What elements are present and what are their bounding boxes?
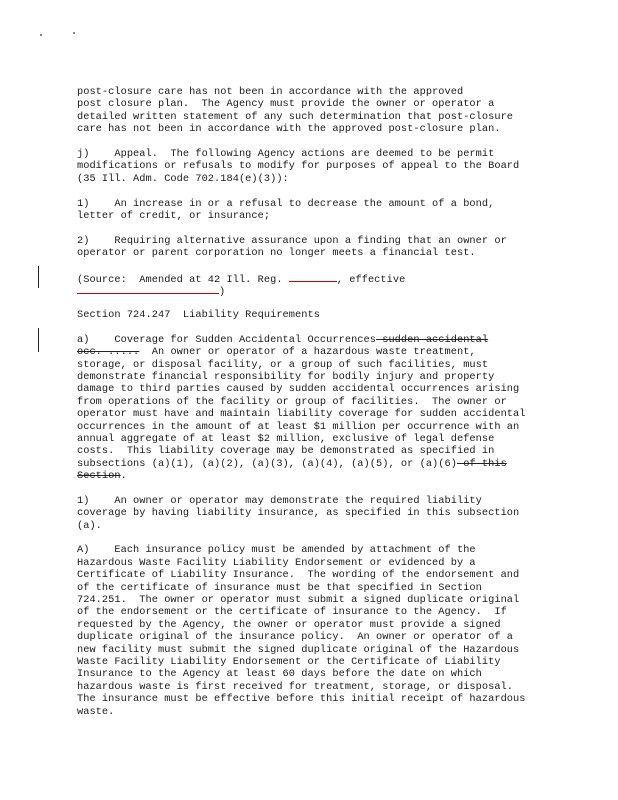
line-text: 2) Requiring alternative assurance upon a finding that an owner or	[77, 234, 507, 247]
line-text: new facility must submit the signed duplicate original of the Hazardous	[77, 643, 520, 656]
line-text: storage, or disposal facility, or a group of such facilities, must	[77, 358, 489, 371]
revision-margin-bar	[38, 328, 39, 352]
text-line	[77, 359, 547, 371]
text-line	[77, 470, 547, 482]
line-text: , effective	[336, 273, 406, 286]
date-blank	[77, 284, 219, 294]
blank-line	[77, 222, 547, 234]
blank-line	[77, 185, 547, 197]
text-line	[77, 668, 547, 680]
text-line	[77, 644, 547, 656]
text-line	[77, 693, 547, 705]
text-line	[77, 123, 547, 135]
text-line	[77, 247, 547, 259]
text-line	[77, 408, 547, 420]
text-line	[77, 594, 547, 606]
text-line	[77, 210, 547, 222]
line-text: detailed written statement of any such determination that post-closure	[77, 110, 514, 123]
blank-line	[77, 483, 547, 495]
text-line	[77, 433, 547, 445]
line-text: post-closure care has not been in accordance with the approved	[77, 86, 464, 98]
line-text: Section 724.247 Liability Requirements	[77, 309, 320, 322]
text-line	[77, 631, 547, 643]
line-text: care has not been in accordance with the approved post-closure plan.	[77, 123, 501, 136]
line-text: Hazardous Waste Facility Liability Endorsement or evidenced by a	[77, 556, 476, 569]
line-text: coverage by having liability insurance, as specified in this subsection	[77, 507, 520, 520]
line-text: requested by the Agency, the owner or operator must provide a signed	[77, 618, 501, 631]
text-line	[77, 495, 547, 507]
text-line	[77, 198, 547, 210]
line-text: operator must have and maintain liability coverage for sudden accidental	[77, 408, 526, 421]
text-line	[77, 557, 547, 569]
line-text: costs. This liability coverage may be demonstrated as specified in	[77, 445, 495, 458]
text-line	[77, 656, 547, 668]
text-line	[77, 569, 547, 581]
text-line	[77, 582, 547, 594]
text-line	[77, 681, 547, 693]
line-text: subsections (a)(1), (a)(2), (a)(3), (a)(4), (a)(5), or (a)(6)	[77, 457, 457, 470]
line-text: duplicate original of the insurance policy. An owner or operator of a	[77, 631, 514, 644]
line-text: (a).	[77, 519, 102, 532]
blank-line	[77, 259, 547, 271]
text-line	[77, 507, 547, 519]
text-line	[77, 272, 547, 284]
blank-line	[77, 297, 547, 309]
text-line	[77, 111, 547, 123]
scan-speck	[40, 34, 42, 36]
line-text: Waste Facility Liability Endorsement or the Certificate of Liability	[77, 655, 501, 668]
line-text: of the endorsement or the certificate of insurance to the Agency. If	[77, 606, 507, 619]
blank-line	[77, 532, 547, 544]
text-line	[77, 606, 547, 618]
text-line	[77, 421, 547, 433]
text-line	[77, 706, 547, 718]
line-text: An owner or operator of a hazardous waste treatment,	[139, 346, 476, 359]
line-text: occurrences in the amount of at least $1 million per occurrence with an	[77, 420, 520, 433]
text-line	[77, 371, 547, 383]
scan-speck	[73, 32, 75, 34]
line-text: 724.251. The owner or operator must submit a signed duplicate original	[77, 594, 520, 607]
text-line	[77, 235, 547, 247]
text-line	[77, 173, 547, 185]
line-text: A) Each insurance policy must be amended by attachment of the	[77, 544, 476, 557]
struck-text: Section	[77, 470, 121, 483]
line-text: j) Appeal. The following Agency actions are deemed to be permit	[77, 147, 495, 160]
struck-text: of this	[456, 457, 507, 470]
line-text: hazardous waste is first received for treatment, storage, or disposal.	[77, 680, 514, 693]
line-text: a) Coverage for Sudden Accidental Occurrences	[77, 333, 376, 346]
line-text: letter of credit, or insurance;	[77, 209, 271, 222]
line-text: .	[120, 470, 127, 483]
line-text: The insurance must be effective before this initial receipt of hazardous	[77, 693, 526, 706]
text-line	[77, 445, 547, 457]
blank-line	[77, 321, 547, 333]
text-line	[77, 544, 547, 556]
line-text: demonstrate financial responsibility for bodily injury and property	[77, 370, 495, 383]
line-text: post closure plan. The Agency must provide the owner or operator a	[77, 98, 495, 111]
line-text: annual aggregate of at least $2 million, exclusive of legal defense	[77, 432, 495, 445]
text-line	[77, 98, 547, 110]
line-text: Certificate of Liability Insurance. The wording of the endorsement and	[77, 569, 520, 582]
text-line	[77, 334, 547, 346]
line-text: from operations of the facility or group of facilities. The owner or	[77, 395, 507, 408]
line-text: Insurance to the Agency at least 60 days before the date on which	[77, 668, 482, 681]
blank-line	[77, 136, 547, 148]
text-line	[77, 396, 547, 408]
text-line	[77, 160, 547, 172]
line-text: damage to third parties caused by sudden accidental occurrences arising	[77, 383, 520, 396]
text-line	[77, 284, 547, 299]
line-text: waste.	[77, 705, 115, 718]
document-body	[77, 86, 547, 718]
line-text: operator or parent corporation no longer meets a financial test.	[77, 247, 476, 260]
line-text: )	[219, 286, 226, 299]
line-text: modifications or refusals to modify for purposes of appeal to the Board	[77, 160, 520, 173]
text-line	[77, 346, 547, 358]
line-text: 1) An owner or operator may demonstrate the required liability	[77, 494, 482, 507]
text-line	[77, 520, 547, 532]
register-page-blank	[289, 272, 337, 282]
line-text: (35 Ill. Adm. Code 702.184(e)(3)):	[77, 172, 289, 185]
line-text: (Source: Amended at 42 Ill. Reg.	[77, 273, 289, 286]
revision-margin-bar	[38, 266, 39, 288]
text-line	[77, 309, 547, 321]
text-line	[77, 383, 547, 395]
text-line	[77, 458, 547, 470]
line-text: 1) An increase in or a refusal to decrease the amount of a bond,	[77, 197, 495, 210]
struck-text: occ. .....	[77, 346, 140, 359]
text-line	[77, 86, 547, 98]
struck-text: sudden accidental	[376, 333, 489, 346]
text-line	[77, 619, 547, 631]
text-line	[77, 148, 547, 160]
line-text: of the certificate of insurance must be that specified in Section	[77, 581, 482, 594]
